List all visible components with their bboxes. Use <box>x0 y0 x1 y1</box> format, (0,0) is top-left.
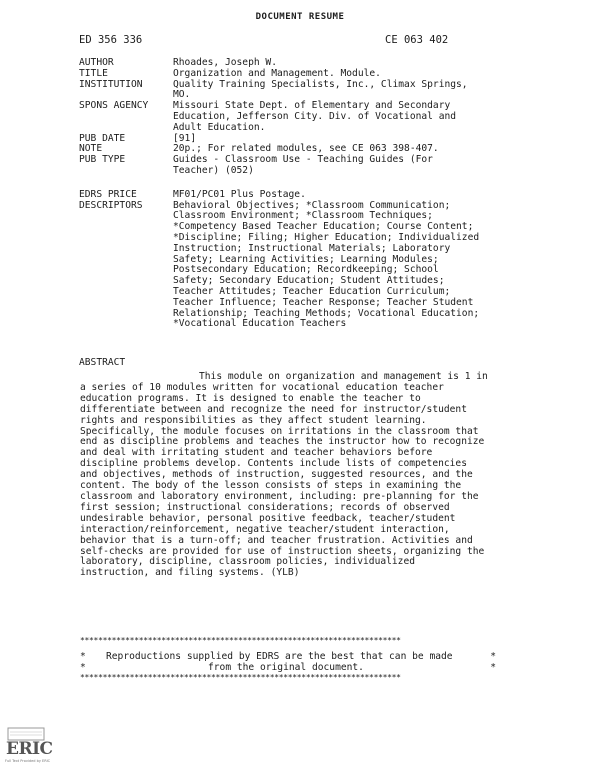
field-value: Guides - Classroom Use - Teaching Guides (For Teacher) (052) <box>173 154 433 176</box>
field-label: TITLE <box>79 67 108 79</box>
abstract-label: ABSTRACT <box>79 357 126 368</box>
abstract-text: This module on organization and management is 1 in a series of 10 modules written for vocational education teacher education programs. It is designed to enable the teacher to differentiate between and recognize the need for instructor/student rights and responsibilities as they affect student learning. Specifically, the module focuses on irritations in the classroom that end as discipline problems and teaches the instructor how to recognize and deal with irritating student and teacher behaviors before discipline problems develop. Contents include lists of competencies and objectives, methods of instruction, suggested resources, and the content. The body of the lesson consists of steps in examining the classroom and laboratory environment, including: pre-planning for the first session; instructional considerations; records of observed undesirable behavior, personal positive feedback, teacher/student interaction/reinforcement, negative teacher/student interaction, behavior that is a turn-off; and teacher frustration. Activities and self-checks are provided for use of instruction sheets, organizing the laboratory, discipline, classroom policies, individualized instruction, and filing systems. (YLB) <box>80 371 488 579</box>
field-value: 20p.; For related modules, see CE 063 398-407. <box>173 143 439 155</box>
notice-star: * <box>490 651 496 662</box>
field-label: PUB TYPE <box>79 154 126 166</box>
eric-logo-text: ERIC <box>6 739 53 759</box>
eric-logo-subtext: Full Text Provided by ERIC <box>5 759 51 763</box>
notice-bottom-rule: *********************************************************************** <box>80 673 401 682</box>
field-spons-agency <box>79 101 589 133</box>
field-descriptors <box>79 201 589 331</box>
notice-star: * <box>80 651 86 662</box>
field-label: DESCRIPTORS <box>79 199 143 211</box>
field-label: INSTITUTION <box>79 78 143 90</box>
notice-text-1: Reproductions supplied by EDRS are the best that can be made <box>106 651 453 662</box>
field-title <box>79 69 589 80</box>
field-label: EDRS PRICE <box>79 188 137 200</box>
field-value: MF01/PC01 Plus Postage. <box>173 188 306 200</box>
notice-top-rule: *********************************************************************** <box>80 636 401 645</box>
ed-number: ED 356 336 <box>79 34 143 46</box>
bibliographic-fields <box>79 58 589 330</box>
field-label: NOTE <box>79 143 103 155</box>
field-value: Behavioral Objectives; *Classroom Communication; Classroom Environment; *Classroom Techniques; *Competency Based Teacher Education; Course Content; *Discipline; Filing; Higher Education; Individualized Instruction; Instructional Materials; Laboratory Safety; Learning Activities; Learning Modules; Postsecondary Education; Recordkeeping; School Safety; Secondary Education; Student Attitudes; Teacher Attitudes; Teacher Education Curriculum; Teacher Influence; Teacher Response; Teacher Student Relationship; Teaching Methods; Vocational Education; *Vocational Education Teachers <box>173 199 480 330</box>
notice-star: * <box>490 662 496 673</box>
field-label: PUB DATE <box>79 132 126 144</box>
field-value: Quality Training Specialists, Inc., Climax Springs, MO. <box>173 78 468 101</box>
field-edrs-price <box>79 190 589 201</box>
ce-number: CE 063 402 <box>385 34 449 46</box>
notice-text-2: from the original document. <box>208 662 364 673</box>
field-value: Rhoades, Joseph W. <box>173 57 277 68</box>
field-label: AUTHOR <box>79 57 114 68</box>
field-value: Missouri State Dept. of Elementary and Secondary Education, Jefferson City. Div. of Vocational and Adult Education. <box>173 100 457 133</box>
field-pub-type <box>79 155 589 177</box>
document-title: DOCUMENT RESUME <box>255 12 345 22</box>
field-institution <box>79 80 589 102</box>
field-value: [91] <box>173 132 197 144</box>
notice-star: * <box>80 662 86 673</box>
field-value: Organization and Management. Module. <box>173 67 381 79</box>
field-label: SPONS AGENCY <box>79 100 149 112</box>
